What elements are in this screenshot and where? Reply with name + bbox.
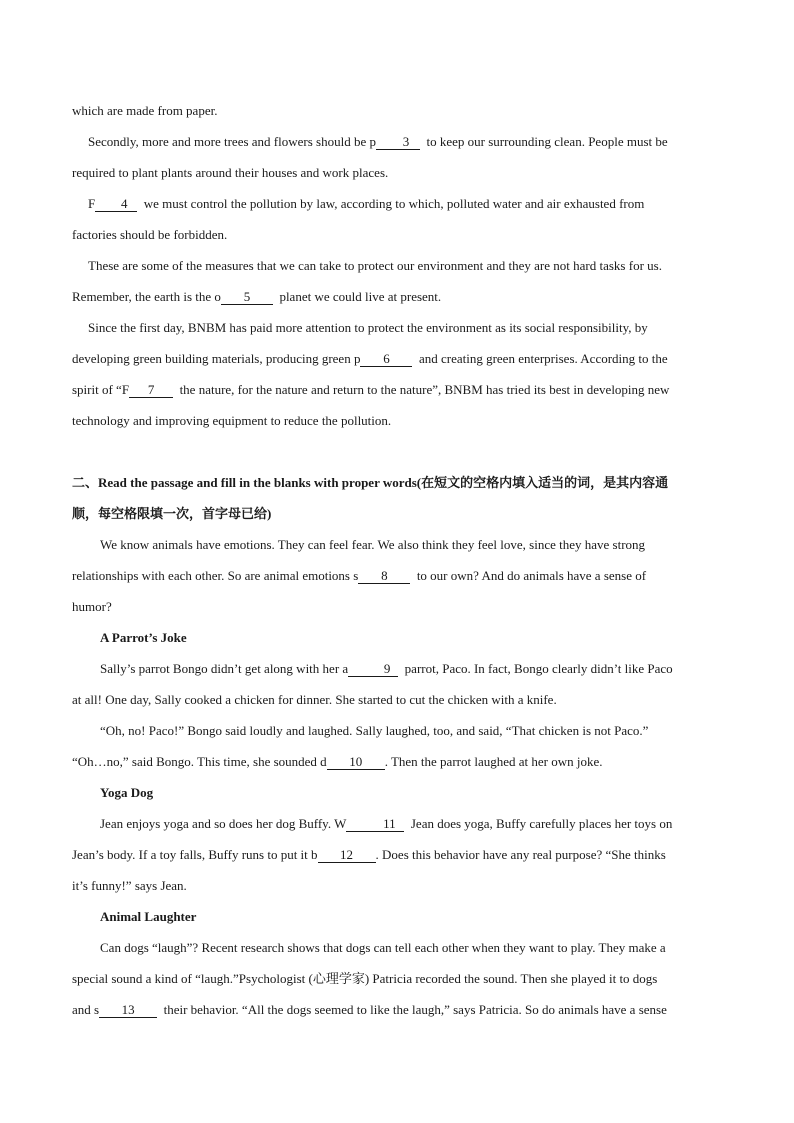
text: F — [88, 196, 96, 211]
text-line — [72, 808, 720, 839]
text-line — [72, 281, 720, 312]
text: Jean does yoga, Buffy carefully places her toys on — [410, 816, 673, 831]
text: We know animals have emotions. They can feel fear. We also think they feel love, since they have strong — [100, 537, 646, 552]
text-line — [72, 963, 720, 994]
text: Can dogs “laugh”? Recent research shows that dogs can tell each other when they want to play. They make a — [100, 940, 666, 955]
text: to our own? And do animals have a sense of — [416, 568, 647, 583]
heading-text: 二、Read the passage and fill in the blanks with proper words(在短文的空格内填入适当的词，是其内容通 — [72, 475, 669, 490]
text: Jean enjoys yoga and so does her dog Buffy. W — [100, 816, 347, 831]
text: spirit of “F — [72, 382, 130, 397]
text: Remember, the earth is the o — [72, 289, 221, 304]
document-content — [72, 95, 720, 1025]
text-line — [72, 746, 720, 777]
text-line — [72, 839, 720, 870]
text: relationships with each other. So are animal emotions s — [72, 568, 359, 583]
section-heading — [72, 467, 720, 498]
blank-7[interactable]: 7 — [129, 382, 173, 398]
heading-text: 顺，每空格限填一次，首字母已给) — [72, 506, 272, 521]
blank-8[interactable]: 8 — [358, 568, 410, 584]
text: Jean’s body. If a toy falls, Buffy runs to put it b — [72, 847, 318, 862]
blank-11[interactable]: 11 — [346, 816, 404, 832]
text: factories should be forbidden. — [72, 227, 228, 242]
text: which are made from paper. — [72, 103, 218, 118]
blank-4[interactable]: 4 — [95, 196, 137, 212]
text-line — [72, 250, 720, 281]
text: Sally’s parrot Bongo didn’t get along with her a — [100, 661, 349, 676]
text: we must control the pollution by law, according to which, polluted water and air exhausted from — [143, 196, 645, 211]
text: and s — [72, 1002, 100, 1017]
text-line — [72, 529, 720, 560]
subheading — [72, 777, 720, 808]
text: developing green building materials, producing green p — [72, 351, 361, 366]
text-line — [72, 591, 720, 622]
blank-6[interactable]: 6 — [360, 351, 412, 367]
text: humor? — [72, 599, 112, 614]
spacer — [72, 436, 720, 467]
text: at all! One day, Sally cooked a chicken for dinner. She started to cut the chicken with a knife. — [72, 692, 557, 707]
text-line — [72, 312, 720, 343]
text: Since the first day, BNBM has paid more attention to protect the environment as its social responsibility, by — [88, 320, 648, 335]
text-line — [72, 157, 720, 188]
text-line — [72, 870, 720, 901]
text-line — [72, 653, 720, 684]
text-line — [72, 126, 720, 157]
text-line — [72, 932, 720, 963]
subheading-text: Yoga Dog — [100, 785, 154, 800]
text: technology and improving equipment to reduce the pollution. — [72, 413, 392, 428]
blank-13[interactable]: 13 — [99, 1002, 157, 1018]
text-line — [72, 188, 720, 219]
text: special sound a kind of “laugh.”Psychologist (心理学家) Patricia recorded the sound. Then she played it to dogs — [72, 971, 658, 986]
text: “Oh…no,” said Bongo. This time, she sounded d — [72, 754, 327, 769]
text-line — [72, 405, 720, 436]
text-line — [72, 715, 720, 746]
text: and creating green enterprises. According to the — [418, 351, 668, 366]
subheading — [72, 901, 720, 932]
blank-12[interactable]: 12 — [318, 847, 376, 863]
blank-10[interactable]: 10 — [327, 754, 385, 770]
text-line — [72, 994, 720, 1025]
text-line — [72, 95, 720, 126]
text: These are some of the measures that we can take to protect our environment and they are not hard tasks for us. — [88, 258, 662, 273]
text: planet we could live at present. — [279, 289, 442, 304]
text-line — [72, 219, 720, 250]
text-line — [72, 374, 720, 405]
section-heading — [72, 498, 720, 529]
text: it’s funny!” says Jean. — [72, 878, 187, 893]
text: the nature, for the nature and return to the nature”, BNBM has tried its best in developing new — [179, 382, 670, 397]
blank-3[interactable]: 3 — [376, 134, 420, 150]
text-line — [72, 343, 720, 374]
blank-9[interactable]: 9 — [348, 661, 398, 677]
text: . Then the parrot laughed at her own joke. — [384, 754, 603, 769]
text: to keep our surrounding clean. People must be — [426, 134, 668, 149]
subheading-text: Animal Laughter — [100, 909, 197, 924]
blank-5[interactable]: 5 — [221, 289, 273, 305]
text: “Oh, no! Paco!” Bongo said loudly and laughed. Sally laughed, too, and said, “That chicken is not Paco.” — [100, 723, 649, 738]
text: . Does this behavior have any real purpose? “She thinks — [375, 847, 666, 862]
text: Secondly, more and more trees and flowers should be p — [88, 134, 376, 149]
text: their behavior. “All the dogs seemed to like the laugh,” says Patricia. So do animals have a sense — [163, 1002, 667, 1017]
text-line — [72, 560, 720, 591]
text: required to plant plants around their houses and work places. — [72, 165, 389, 180]
subheading — [72, 622, 720, 653]
subheading-text: A Parrot’s Joke — [100, 630, 187, 645]
text: parrot, Paco. In fact, Bongo clearly didn’t like Paco — [404, 661, 673, 676]
text-line — [72, 684, 720, 715]
